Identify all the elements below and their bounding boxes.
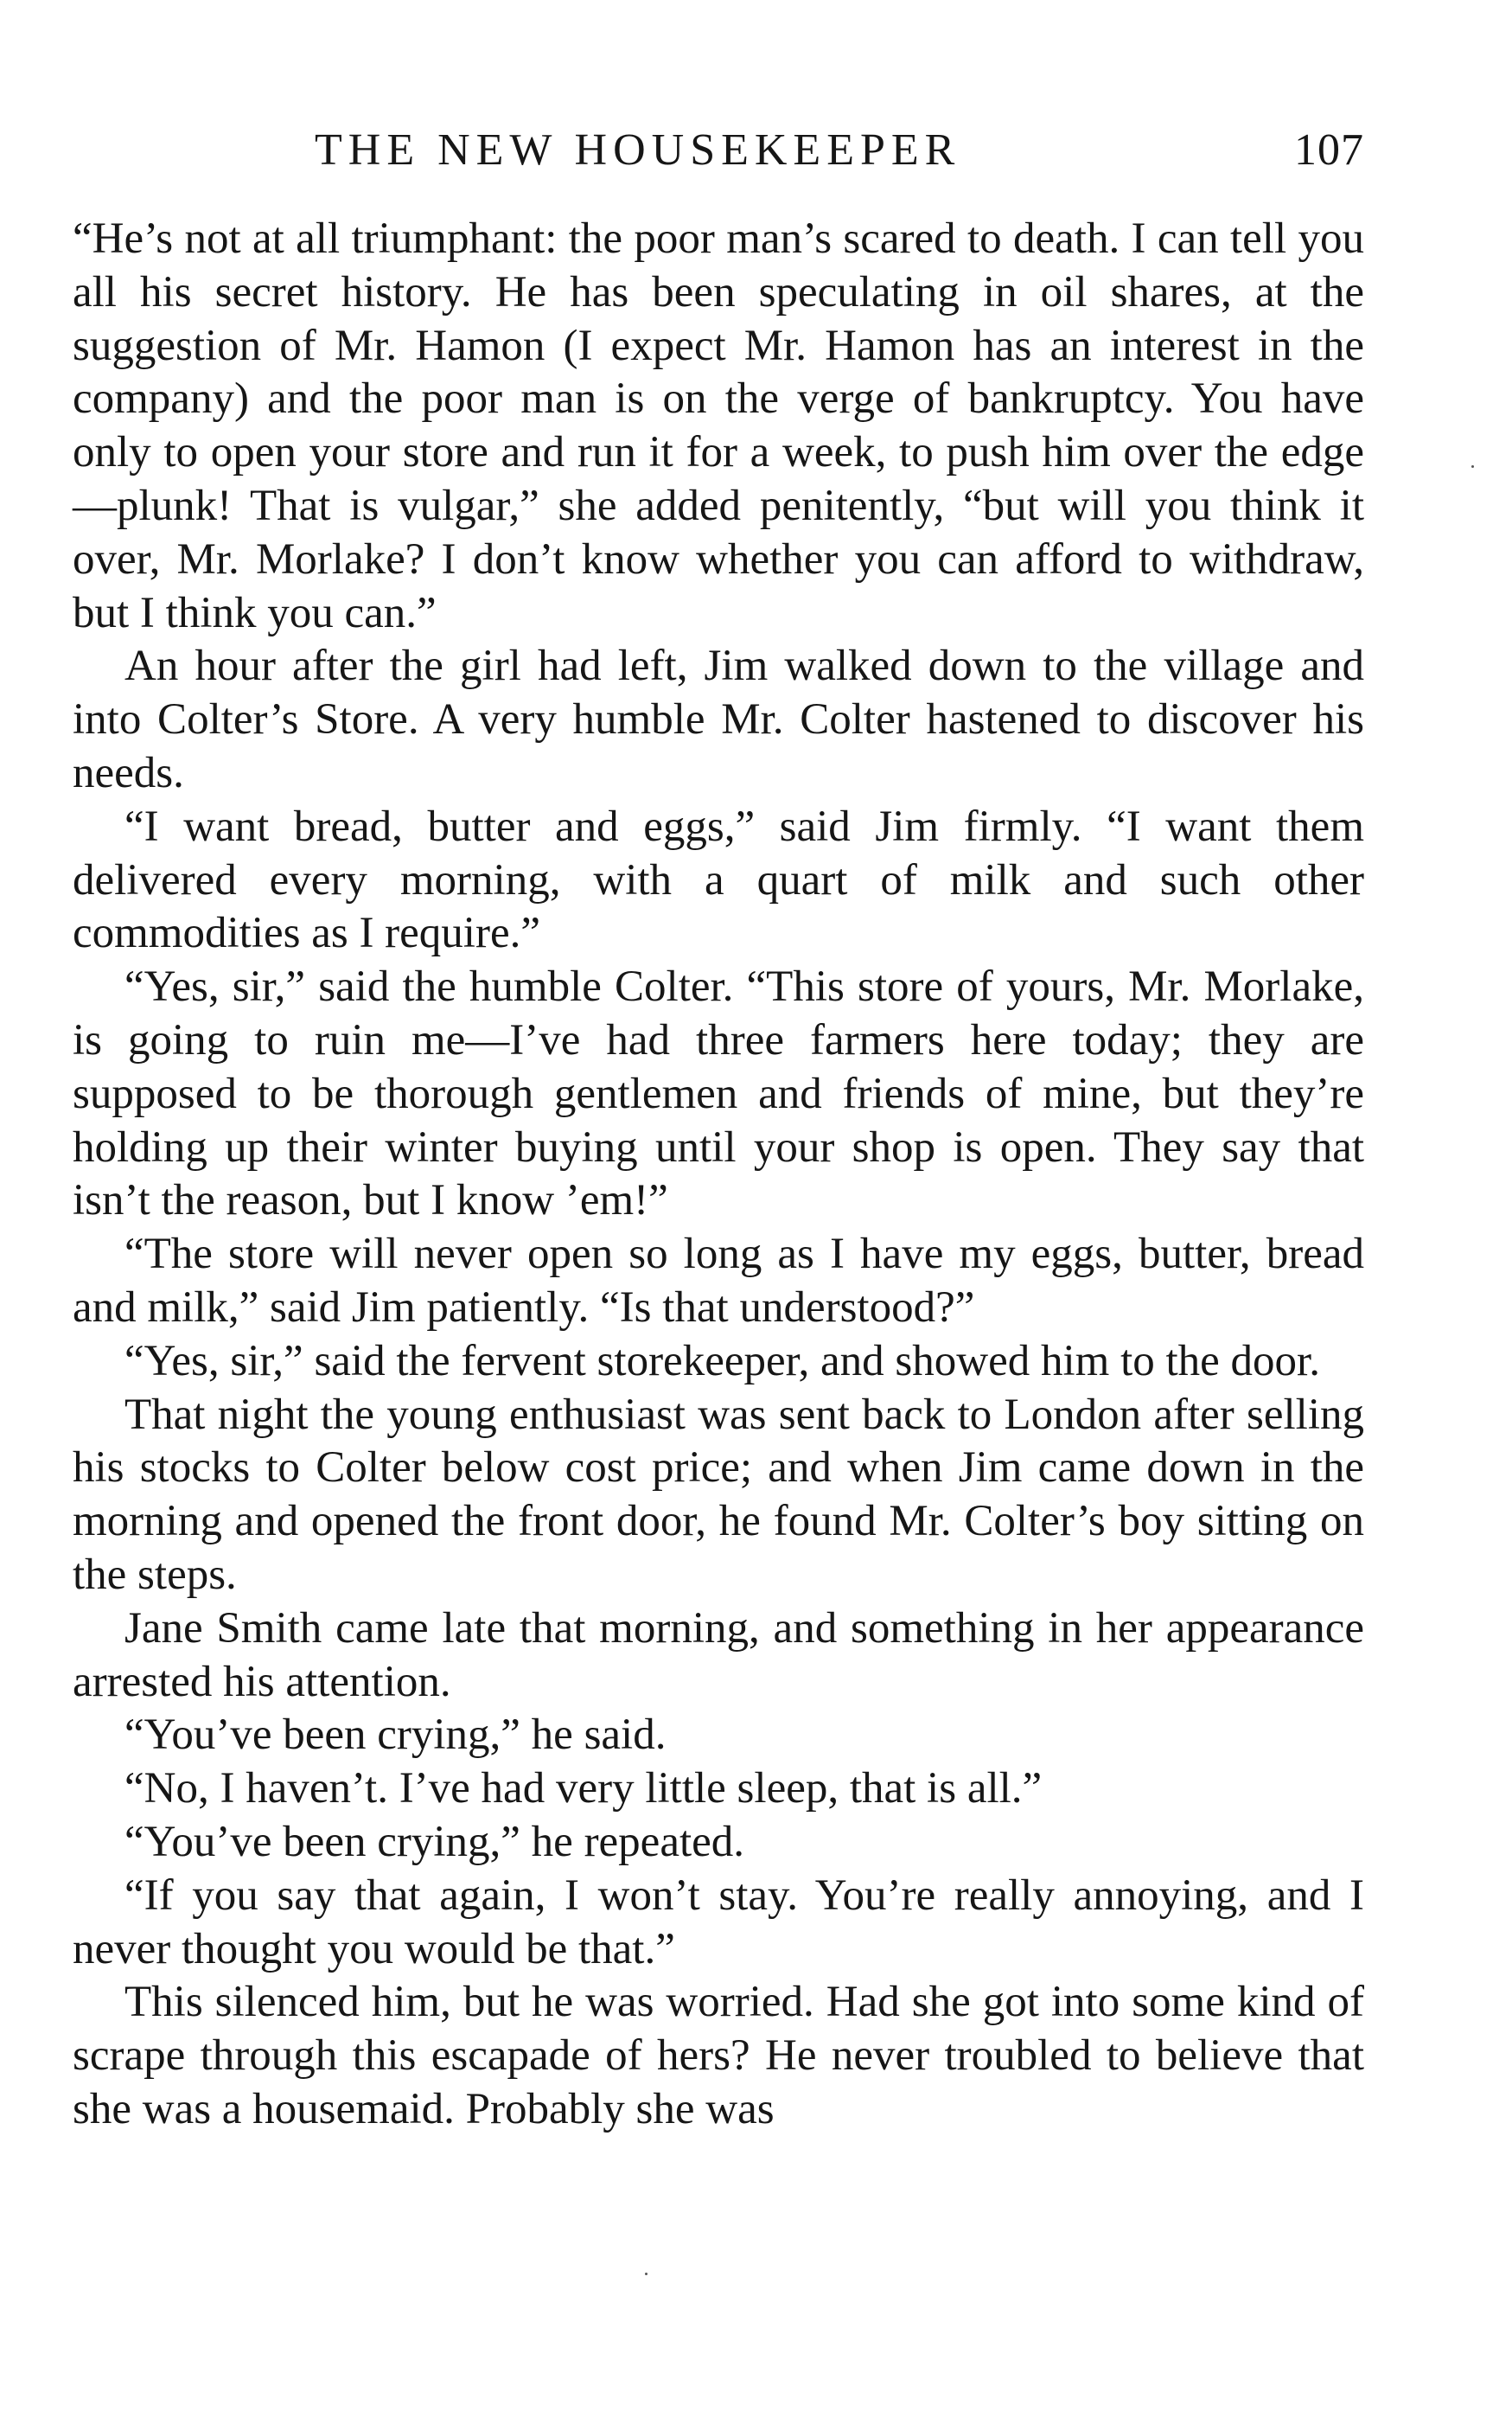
paragraph: That night the young enthusiast was sent back to London after selling his stocks to Colter below cost price; and when Jim came down in the morning and opened the front door, he found Mr. Colter’s boy sitting on the steps. [73,1390,1364,1599]
page-number: 107 [1294,125,1364,175]
running-title: THE NEW HOUSEKEEPER [315,125,961,175]
body-text [73,213,1364,2137]
paragraph: An hour after the girl had left, Jim walked down to the village and into Colter’s Store. A very humble Mr. Colter hastened to discover his needs. [73,642,1364,797]
paragraph: “No, I haven’t. I’ve had very little sleep, that is all.” [124,1764,1043,1813]
paragraph: “The store will never open so long as I have my eggs, butter, bread and milk,” said Jim patiently. “Is that understood?” [73,1230,1364,1332]
paragraph: “You’ve been crying,” he said. [124,1711,667,1760]
paragraph: Jane Smith came late that morning, and something in her appearance arrested his attention. [73,1603,1364,1706]
paragraph: “You’ve been crying,” he repeated. [124,1817,745,1866]
paper-speck [645,2273,648,2275]
running-head [73,123,1364,178]
paragraph: “He’s not at all triumphant: the poor man’s scared to death. I can tell you all his secret history. He has been speculating in oil shares, at the suggestion of Mr. Hamon (I expect Mr. Hamon has an interest in the company) and the poor man is on the verge of bankruptcy. You have only to open your store and run it for a week, to push him over the edge—plunk! That is vulgar,” she added penitently, “but will you think it over, Mr. Morlake? I don’t know whether you can afford to withdraw, but I think you can.” [73,214,1364,637]
paper-speck [1471,465,1474,468]
paragraph: “Yes, sir,” said the humble Colter. “This store of yours, Mr. Morlake, is going to ruin me—I’ve had three farmers here today; they are supposed to be thorough gentlemen and friends of mine, but they’re holding up their winter buying until your shop is open. They say that isn’t the reason, but I know ’em!” [73,962,1364,1225]
paragraph: This silenced him, but he was worried. Had she got into some kind of scrape through this escapade of hers? He never troubled to believe that she was a housemaid. Probably she was [73,1978,1364,2133]
paragraph: “Yes, sir,” said the fervent storekeeper, and showed him to the door. [124,1336,1320,1385]
paragraph: “I want bread, butter and eggs,” said Jim firmly. “I want them delivered every morning, with a quart of milk and such other commodities as I require.” [73,802,1364,958]
paragraph: “If you say that again, I won’t stay. You’re really annoying, and I never thought you would be that.” [73,1870,1364,1973]
